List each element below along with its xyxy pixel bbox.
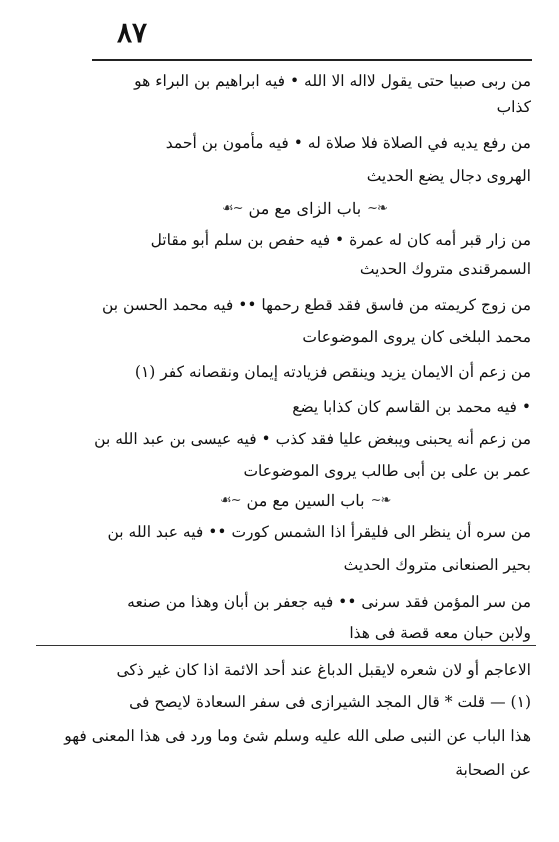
text-line: السمرقندى متروك الحديث [359,260,531,278]
text-line: من زوج كريمته من فاسق فقد قطع رحمها •• فيه محمد الحسن بن [101,296,531,314]
text-line: كذاب [496,98,531,116]
section-heading-label: باب الزاى مع من [248,199,362,218]
text-line: الهروى دجال يضع الحديث [366,167,531,185]
text-line: من زعم أنه يحبنى ويبغض عليا فقد كذب • فيه عيسى بن عبد الله بن [94,430,531,448]
header-rule [92,59,532,61]
section-heading-zay [222,199,387,219]
text-line: بحير الصنعانى متروك الحديث [343,556,531,574]
section-heading-label: باب السين مع من [246,491,365,510]
section-heading-sin [220,491,390,511]
footnote-line: هذا الباب عن النبى صلى الله عليه وسلم شئ وما ورد فى هذا المعنى فهو [64,727,531,745]
ornament-icon: ~☙ [220,493,241,508]
text-line: من ربى صبيا حتى يقول لااله الا الله • فيه ابراهيم بن البراء هو [134,72,531,90]
text-line: محمد البلخى كان يروى الموضوعات [302,328,531,346]
footnote-separator [36,645,536,646]
ornament-icon: ❧~ [370,493,391,508]
ornament-icon: ~☙ [222,201,243,216]
text-line: من سره أن ينظر الى فليقرأ اذا الشمس كورت •• فيه عبد الله بن [107,523,531,541]
footnote-line: الاعاجم أو لان شعره لايقبل الدباغ عند أحد الائمة اذا كان غير ذكى [116,661,531,679]
footnote-line: عن الصحابة [455,761,531,779]
footnote-line: (١) — قلت * قال المجد الشيرازى فى سفر السعادة لايصح فى [129,693,531,711]
text-line: من رفع يديه في الصلاة فلا صلاة له • فيه مأمون بن أحمد [165,134,531,152]
text-line: من زعم أن الايمان يزيد وينقص فزيادته إيمان ونقصانه كفر (١) [134,363,531,381]
text-line: • فيه محمد بن القاسم كان كذابا يضع [292,398,531,416]
text-line: من سر المؤمن فقد سرنى •• فيه جعفر بن أبان وهذا من صنعه [127,593,531,611]
text-line: من زار قبر أمه كان له عمرة • فيه حفص بن سلم أبو مقاتل [150,231,531,249]
text-line: عمر بن على بن أبى طالب يروى الموضوعات [243,462,531,480]
ornament-icon: ❧~ [367,201,387,216]
page-number: ٨٧ [117,16,148,49]
text-line: ولابن حبان معه قصة فى هذا [349,624,531,642]
